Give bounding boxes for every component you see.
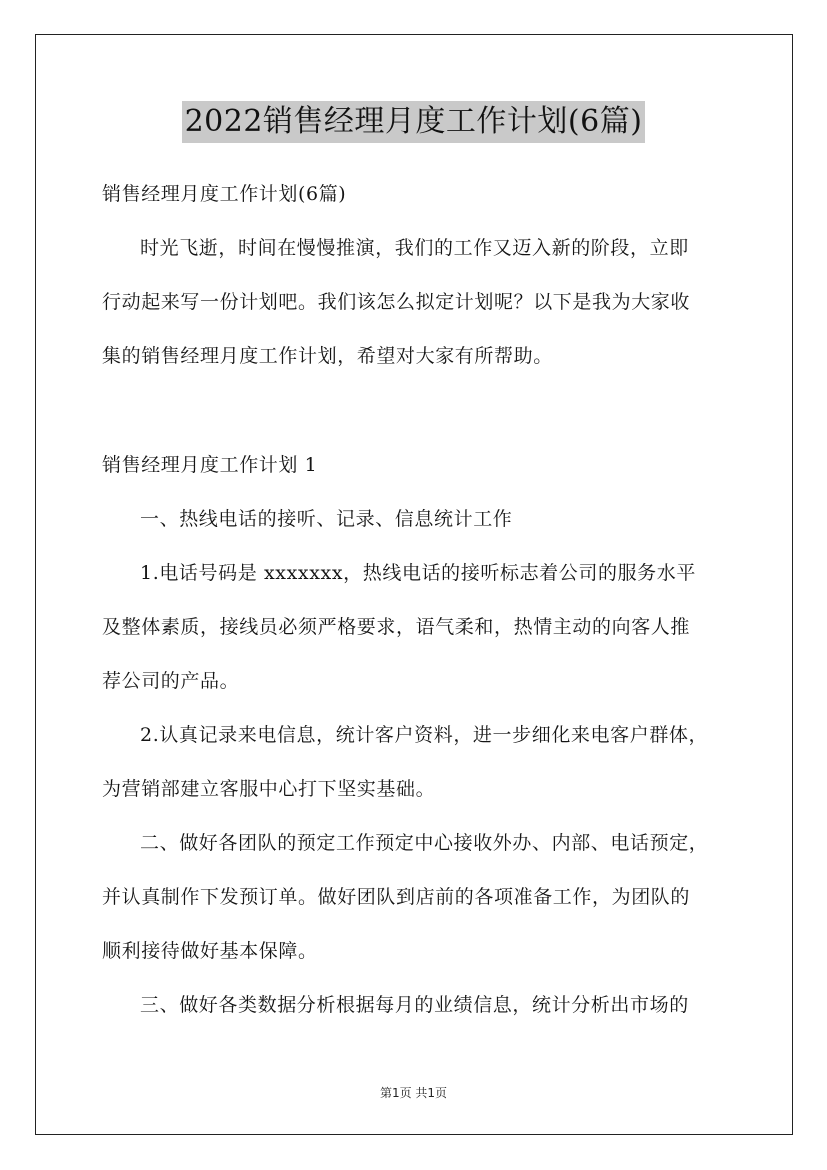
- point1-line-1: 1.电话号码是 xxxxxxx，热线电话的接听标志着公司的服务水平: [140, 562, 696, 584]
- document-subtitle: 销售经理月度工作计划(6篇): [102, 183, 347, 205]
- intro-line-1: 时光飞逝，时间在慢慢推演，我们的工作又迈入新的阶段，立即: [140, 237, 689, 259]
- point2-line-2: 为营销部建立客服中心打下坚实基础。: [102, 778, 436, 800]
- point2-line-1: 2.认真记录来电信息，统计客户资料，进一步细化来电客户群体，: [140, 724, 709, 746]
- document-title: 2022销售经理月度工作计划(6篇): [182, 101, 646, 143]
- title-container: [0, 101, 827, 143]
- section-heading: 销售经理月度工作计划 1: [102, 454, 318, 476]
- item-one-heading: 一、热线电话的接听、记录、信息统计工作: [140, 508, 513, 530]
- item-two-line-3: 顺利接待做好基本保障。: [102, 940, 318, 962]
- item-two-line-2: 并认真制作下发预订单。做好团队到店前的各项准备工作，为团队的: [102, 886, 691, 908]
- intro-line-3: 集的销售经理月度工作计划，希望对大家有所帮助。: [102, 345, 553, 367]
- page-number: 第1页 共1页: [379, 1086, 448, 1100]
- item-three-line-1: 三、做好各类数据分析根据每月的业绩信息，统计分析出市场的: [140, 994, 689, 1016]
- intro-line-2: 行动起来写一份计划吧。我们该怎么拟定计划呢？以下是我为大家收: [102, 291, 691, 313]
- point1-line-3: 荐公司的产品。: [102, 670, 240, 692]
- item-two-line-1: 二、做好各团队的预定工作预定中心接收外办、内部、电话预定，: [140, 832, 709, 854]
- point1-line-2: 及整体素质，接线员必须严格要求，语气柔和，热情主动的向客人推: [102, 616, 691, 638]
